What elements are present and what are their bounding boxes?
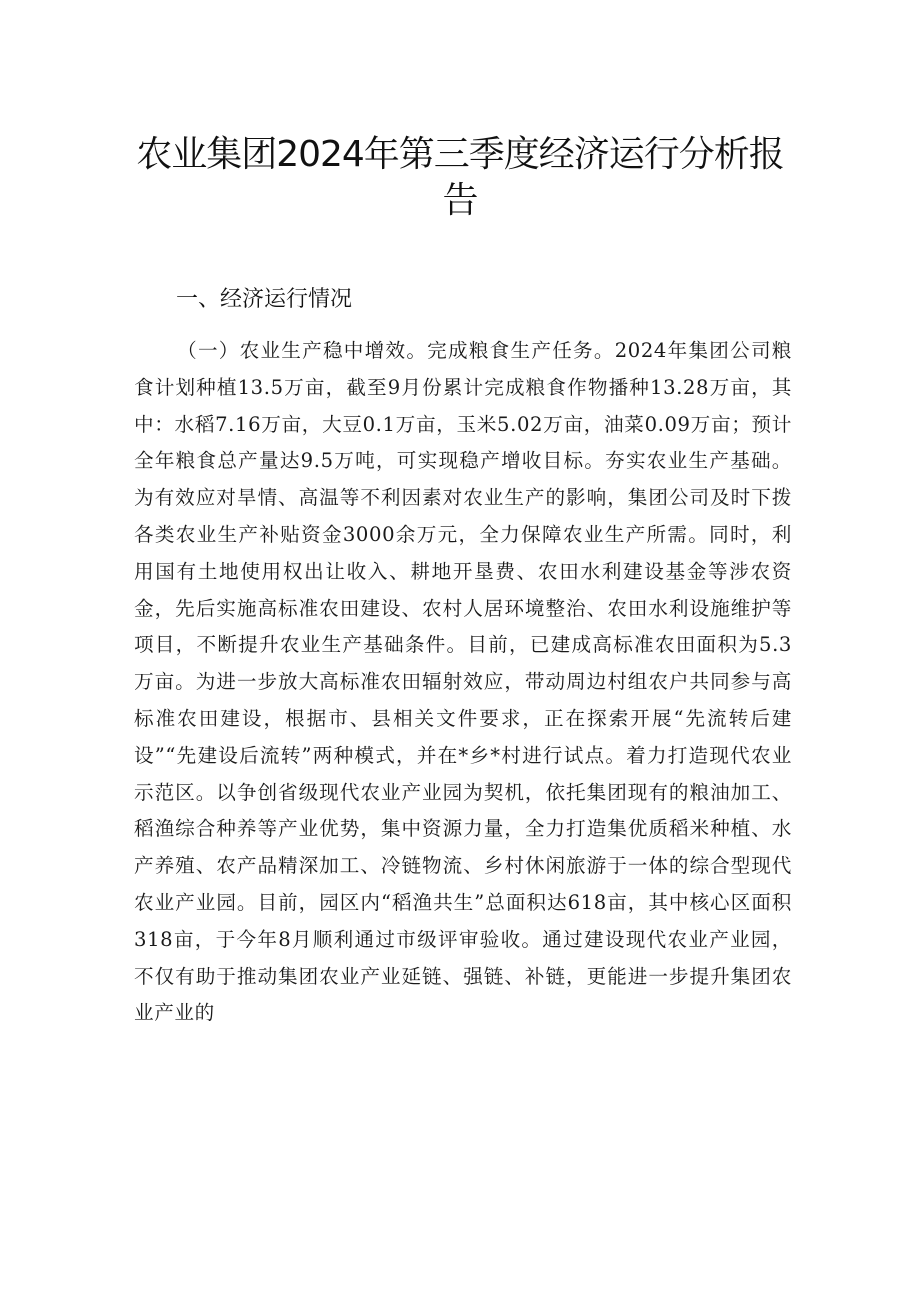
body-paragraph: （一）农业生产稳中增效。完成粮食生产任务。2024年集团公司粮食计划种植13.5万亩，截至9月份累计完成粮食作物播种13.28万亩，其中：水稻7.16万亩，大豆0.1万亩，玉米5.02万亩，油菜0.09万亩；预计全年粮食总产量达9.5万吨，可实现稳产增收目标。夯实农业生产基础。为有效应对旱情、高温等不利因素对农业生产的影响，集团公司及时下拨各类农业生产补贴资金3000余万元，全力保障农业生产所需。同时，利用国有土地使用权出让收入、耕地开垦费、农田水利建设基金等涉农资金，先后实施高标准农田建设、农村人居环境整治、农田水利设施维护等项目，不断提升农业生产基础条件。目前，已建成高标准农田面积为5.3万亩。为进一步放大高标准农田辐射效应，带动周边村组农户共同参与高标准农田建设，根据市、县相关文件要求，正在探索开展“先流转后建设”“先建设后流转”两种模式，并在*乡*村进行试点。着力打造现代农业示范区。以争创省级现代农业产业园为契机，依托集团现有的粮油加工、稻渔综合种养等产业优势，集中资源力量，全力打造集优质稻米种植、水产养殖、农产品精深加工、冷链物流、乡村休闲旅游于一体的综合型现代农业产业园。目前，园区内“稻渔共生”总面积达618亩，其中核心区面积318亩，于今年8月顺利通过市级评审验收。通过建设现代农业产业园，不仅有助于推动集团农业产业延链、强链、补链，更能进一步提升集团农业产业的: [134, 339, 792, 1025]
document-title: 农业集团2024年第三季度经济运行分析报告: [136, 134, 784, 221]
section-heading: 一、经济运行情况: [176, 287, 353, 312]
